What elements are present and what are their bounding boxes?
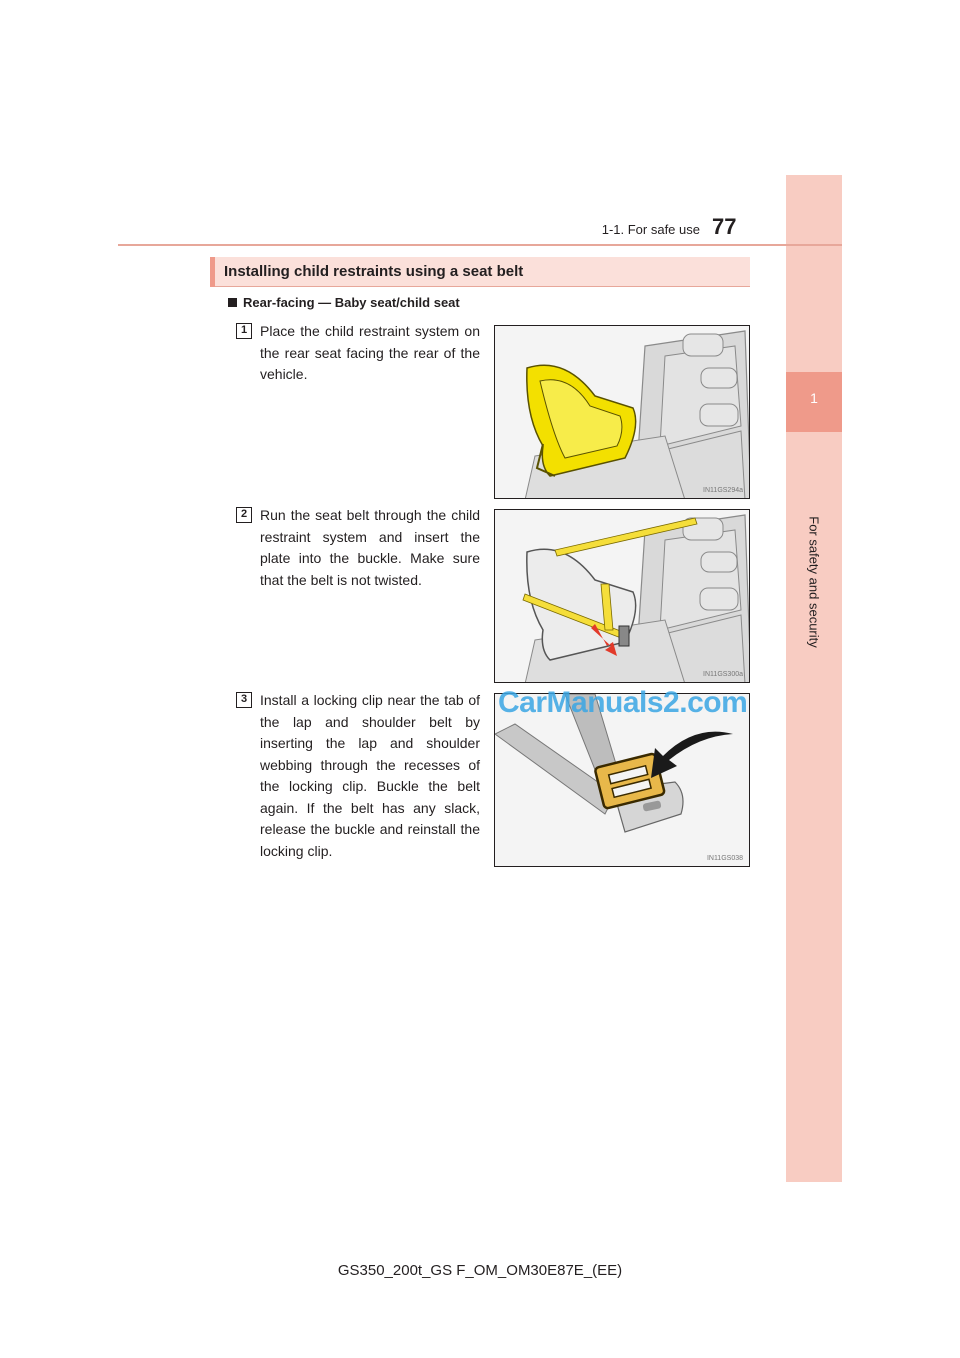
figure-seat-belt-routing [494,509,750,683]
step-number-3: 3 [236,692,252,708]
chapter-sidebar [786,175,842,1182]
section-title: Installing child restraints using a seat belt [224,263,524,280]
header-section-title: 1-1. For safe use [601,222,700,237]
header-divider [118,244,842,246]
chapter-number: 1 [810,390,818,406]
page-number: 77 [712,214,737,239]
subheading-text: Rear-facing — Baby seat/child seat [243,295,460,310]
figure-code-3: IN11GS038 [706,855,743,862]
step-number-1: 1 [236,323,252,339]
step-number-2: 2 [236,507,252,523]
square-bullet-icon [228,298,237,307]
step-text-1: Place the child restraint system on the rear seat facing the rear of the vehicle. [260,323,480,382]
rear-seat-with-baby-seat-illustration [495,326,750,499]
step-text-2: Run the seat belt through the child restraint system and insert the plate into the buckle. Make sure that the belt is not twisted. [260,507,480,588]
subheading [228,295,460,310]
watermark-logo: CarManuals2.com [498,686,748,719]
figure-code-2: IN11GS300a [703,671,743,678]
step-text-3: Install a locking clip near the tab of the lap and shoulder belt by inserting the lap and shoulder webbing through the recesses of the locking clip. Buckle the belt again. If the belt has any slack, release the buckle and reinstall the locking clip. [260,692,480,859]
figure-code-1: IN11GS294a [703,487,743,494]
figure-child-seat-placement [494,325,750,499]
footer-document-code: GS350_200t_GS F_OM_OM30E87E_(EE) [337,1262,623,1279]
chapter-title: For safety and security [806,516,822,648]
seat-belt-through-child-seat-illustration [495,510,750,683]
section-heading-accent [210,257,215,287]
